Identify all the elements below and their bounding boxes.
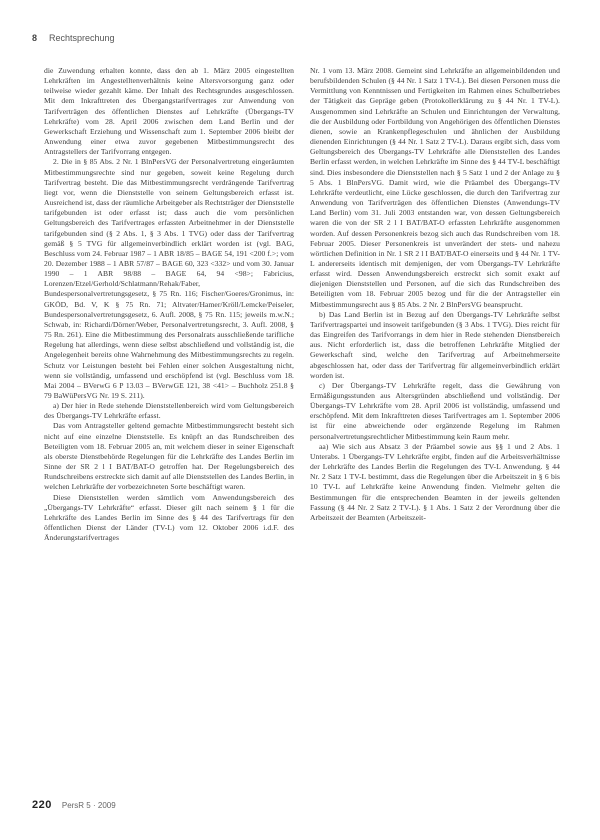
footer-issue: PersR 5 · 2009 <box>61 800 116 810</box>
paragraph: 2. Die in § 85 Abs. 2 Nr. 1 BlnPersVG der Personalvertretung eingeräumten Mitbestimmungsrechte sind nur gegeben, soweit keine Regelung durch Tarifvertrag besteht. Die das Mitbestimmungsrecht verdrängende Tarifvertrag liegt vor, wenn die Dienststelle von seinem Geltungsbereich erfasst ist. Ausreichend ist, dass der räumliche Arbeitgeber als Rechtsträger der Dienststelle tarifgebunden ist oder erfasst ist; dass auch die vom persönlichen Geltungsbereich des Tarifvertrages erfassten Arbeitnehmer in der Dienststelle tarifgebunden sind (§ 2 Abs. 1, § 3 Abs. 1 TVG) oder dass der Tarifvertrag gemäß § 5 TVG für allgemeinverbindlich erklärt worden ist (vgl. BAG, Beschluss vom 24. Februar 1987 – 1 ABR 18/85 – BAGE 54, 191 <200 f.>; vom 20. Dezember 1988 – 1 ABR 57/87 – BAGE 60, 323 <332> und vom 30. Januar 1990 – 1 ABR 98/88 – BAGE 64, 94 <98>; Fabricius, Lorenzen/Etzel/Gerhold/Schlatmann/Rehak/Faber, Bundespersonalvertretungsgesetz, § 75 Rn. 116; Fischer/Goeres/Gronimus, in: GKÖD, Bd. V, K § 75 Rn. 71; Altvater/Hamer/Kröll/Lemcke/Peiseler, Bundespersonalvertretungsgesetz, 6. Aufl. 2008, § 75 Rn. 115; jeweils m.w.N.; Schwab, in: Richardi/Dörner/Weber, Personalvertretungsrecht, 3. Aufl. 2008, § 75 Rn. 261). Eine die Mitbestimmung des Personalrats ausschließende tarifliche Regelung hat allerdings, wenn diese selbst abschließend und vollständig ist, die Angelegenheit bereits ohne Wahrnehmung des Mitbestimmungsrechts zu regeln. Schutz vor Leistungen besteht bei Fehlen einer solchen Ausgestaltung nicht, wenn sie vollständig, umfassend und erschöpfend ist (vgl. Beschluss vom 18. Mai 2004 – BVerwG 6 P 13.03 – BVerwGE 121, 38 <41> – Buchholz 251.8 § 79 BaWüPersVG Nr. 19 S. 211). <box>44 157 294 400</box>
paragraph: c) Der Übergangs-TV Lehrkräfte regelt, dass die Gewährung von Ermäßigungsstunden aus Altersgründen abschließend und vollständig. Der Übergangs-TV Lehrkräfte vom 28. April 2006 ist vollständig, umfassend und erschöpfend. Mit dem Inkrafttreten dieses Tarifvertrages am 1. September 2006 ist für eine abweichende oder ergänzende Regelung im Rahmen personalvertretungsrechtlicher Mitbestimmung kein Raum mehr. <box>310 380 560 441</box>
footer-page-number: 220 <box>32 799 52 811</box>
running-header <box>32 30 560 46</box>
paragraph: a) Der hier in Rede stehende Dienststellenbereich wird vom Geltungsbereich des Übergangs-TV Lehrkräfte erfasst. <box>44 401 294 421</box>
paragraph: die Zuwendung erhalten konnte, dass den ab 1. März 2005 eingestellten Lehrkräften im Angestelltenverhältnis keine Altersvorsorgung ganz oder teilweise wieder gezahlt käme. Der Inhalt des Rechtsgrundes ausgeschlossen. Mit dem Inkrafttreten des Übergangstarifvertrages zur Anwendung von Tarifverträgen des öffentlichen Dienstes auf Lehrkräfte (Übergangs-TV Lehrkräfte) vom 28. April 2006 zwischen dem Land Berlin und der Gewerkschaft Erziehung und Wissenschaft zum 1. September 2006 bleibt der Anwendung einer etwa zuvor gegebenen Mitbestimmungsrecht des Antragstellers der Tarifvorrang entgegen. <box>44 66 294 157</box>
paragraph: b) Das Land Berlin ist in Bezug auf den Übergangs-TV Lehrkräfte selbst Tarifvertragspartei und insoweit tarifgebunden (§ 3 Abs. 1 TVG). Dies reicht für das Eingreifen des Tarifvorrangs in dem hier in Rede stehenden Dienstbereich aus. Nicht erforderlich ist, dass die betroffenen Lehrkräfte Mitglied der Gewerkschaft sind, welche den Tarifvertrag auf Arbeitnehmerseite abgeschlossen hat, oder dass der Tarifvertrag für allgemeinverbindlich erklärt worden ist. <box>310 309 560 380</box>
header-section-title: Rechtsprechung <box>49 33 115 43</box>
running-footer <box>32 798 116 812</box>
paragraph: Diese Dienststellen werden sämtlich vom Anwendungsbereich des „Übergangs-TV Lehrkräfte“ erfasst. Dieser gilt nach seinem § 1 für die Lehrkräfte des Landes Berlin im Sinne des § 44 des Tarifvertrags für den öffentlichen Dienst der Länder (TV-L) vom 12. Oktober 2006 i.d.F. des Änderungstarifvertrages <box>44 492 294 543</box>
body-columns <box>44 66 560 780</box>
left-column <box>44 66 294 780</box>
paragraph: aa) Wie sich aus Absatz 3 der Präambel sowie aus §§ 1 und 2 Abs. 1 Unterabs. 1 Übergangs-TV Lehrkräfte ergibt, finden auf die Arbeitsverhältnisse der Lehrkräfte des Landes Berlin die Regelungen des TV-L Anwendung. § 44 Nr. 2 Satz 1 TV-L bestimmt, dass die Regelungen über die Arbeitszeit in § 6 bis 10 TV-L auf Lehrkräfte keine Anwendung finden. Vielmehr gelten die Bestimmungen für die entsprechenden Beamten in der jeweils geltenden Fassung (§ 44 Nr. 2 Satz 2 TV-L). § 1 Abs. 1 Satz 2 der Verordnung über die Arbeitszeit der Beamten (Arbeitszeit- <box>310 441 560 522</box>
paragraph: Nr. 1 vom 13. März 2008. Gemeint sind Lehrkräfte an allgemeinbildenden und berufsbildenden Schulen (§ 44 Nr. 1 Satz 1 TV-L). Bei diesen Personen muss die Vermittlung von Kenntnissen und Fertigkeiten im Rahmen eines Schulbetriebes der Tätigkeit das Gepräge geben (Protokollerklärung zu § 44 Nr. 1 TV-L). Ausgenommen sind Lehrkräfte an Schulen und Einrichtungen der Verwaltung, die der Ausbildung oder Fortbildung von Angehörigen des öffentlichen Dienstes dienen, sowie an Krankenpflegeschulen und ähnlichen der Ausbildung dienenden Einrichtungen (§ 44 Nr. 1 Satz 2 TV-L). Daraus ergibt sich, dass vom Geltungsbereich des Übergangs-TV Lehrkräfte alle Dienststellen des Landes Berlin erfasst werden, in welchen Lehrkräfte im Sinne des § 44 TV-L beschäftigt sind. Dies insbesondere die Dienststellen nach § 5 Satz 1 und 2 der Anlage zu § 5 Abs. 1 BlnPersVG. Damit wird, wie die Präambel des Übergangs-TV Lehrkräfte verdeutlicht, eine Lücke geschlossen, die durch den Tarifvertrag zur Anwendung von Tarifverträgen des öffentlichen Dienstes (Anwendungs-TV Land Berlin) vom 31. Juli 2003 entstanden war, von dessen Geltungsbereich waren die von der SR 2 l I BAT/BAT-O erfassten Lehrkräfte ausgenommen worden. Auf dessen Personenkreis bezog sich auch das Rundschreiben vom 18. Februar 2005. Dieser Personenkreis ist unverändert der stets- und nahezu wörtlichen Definition in Nr. 1 SR 2 l I BAT/BAT-O einerseits und § 44 Nr. 1 TV-L andererseits identisch mit demjenigen, der vom Übergangs-TV Lehrkräfte erfasst wird. Dessen Anwendungsbereich erstreckt sich somit exakt auf diejenigen Dienststellen und Personen, auf die sich das Rundschreiben des Beteiligten vom 18. Februar 2005 bezog und für die der Antragsteller ein Mitbestimmungsrecht aus § 85 Abs. 2 Nr. 2 BlnPersVG beansprucht. <box>310 66 560 309</box>
header-page-number: 8 <box>32 33 38 43</box>
right-column <box>310 66 560 780</box>
paragraph: Das vom Antragsteller geltend gemachte Mitbestimmungsrecht besteht sich nicht auf eine einzelne Dienststelle. Es knüpft an das Rundschreiben des Beteiligten vom 18. Februar 2005 an, mit welchem dieser in seiner Eigenschaft als oberste Dienstbehörde Regelungen für die Lehrkräfte des Landes Berlin im Sinne der SR 2 l I BAT/BAT-O getroffen hat. Der Regelungsbereich des Rundschreibens erstreckte sich damit auf alle Dienststellen des Landes Berlin, in welchen Lehrkräfte der vorbezeichneten Sorte beschäftigt waren. <box>44 421 294 492</box>
